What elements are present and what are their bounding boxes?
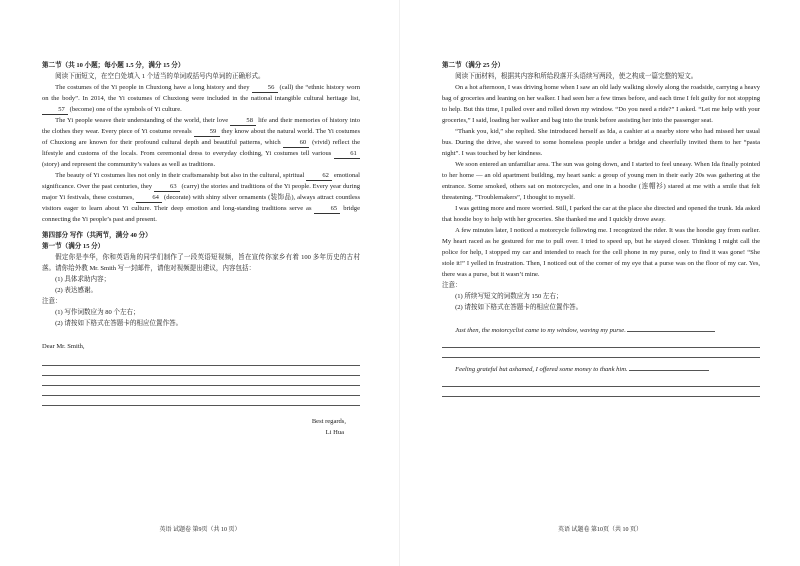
answer-line[interactable] <box>442 348 760 358</box>
blank-58[interactable]: 58 <box>230 116 256 126</box>
opening-text: Feeling grateful but ashamed, I offered some money to thank him. <box>455 366 628 373</box>
opening-text: Just then, the motorcyclist came to my window, waving my purse. <box>455 327 626 334</box>
text: life and their memories of history into the clothes they wear. Every piece of Yi costume reveals <box>42 117 360 135</box>
text: (vivid) reflect the lifestyle and customs of the locals. From ceremonial dress to everyday clothing, Yi costumes tell various <box>42 139 360 157</box>
signature: Li Hua <box>325 429 344 436</box>
answer-line[interactable] <box>629 370 709 371</box>
right-column <box>442 60 760 397</box>
paragraph-opening-1 <box>442 325 760 336</box>
blank-59[interactable]: 59 <box>194 127 220 137</box>
text: (story) and represent the community’s values as well as traditions. <box>42 161 216 168</box>
story-paragraph: We soon entered an unfamiliar area. The sun was going down, and I started to feel uneasy. When Ida finally pointed to her home — an old apartment building, my heart sank: a group of young men in their early 20s was gathering at the entrance. Some smoked, others sat on motorcycles, and one in a hoodie (连帽衫) stared at me with a smile that felt threatening. “Troublemakers”, I thought to myself. <box>442 161 760 201</box>
text: bridge connecting the Yi people’s past and present. <box>42 205 360 223</box>
story-paragraph: I was getting more and more worried. Still, I parked the car at the place she directed and opened the trunk. Ida asked that hoodie boy to help with her groceries. She thanked me and I quickly drove away. <box>442 205 760 223</box>
passage-paragraph-1 <box>42 82 360 115</box>
page-10 <box>400 0 800 566</box>
section-2-header: 第二节（共 10 小题；每小题 1.5 分，满分 15 分） <box>42 62 185 69</box>
writing-lines-2[interactable] <box>442 377 760 397</box>
note-label: 注意： <box>42 298 62 305</box>
continuation-instructions: 阅读下面材料，根据其内容和所给段落开头语续写两段，使之构成一篇完整的短文。 <box>455 73 698 80</box>
text: The Yi people weave their understanding of the world, their love <box>55 117 231 124</box>
blank-57[interactable]: 57 <box>42 105 68 115</box>
answer-line[interactable] <box>42 396 360 406</box>
page-footer: 英语 试题卷 第9页（共 10 页） <box>159 527 241 533</box>
note-1: (1) 所续写短文的词数应为 150 左右； <box>455 293 563 300</box>
note-1: (1) 写作词数应为 80 个左右； <box>55 309 140 316</box>
note-2: (2) 请按如下格式在答题卡的相应位置作答。 <box>55 320 183 327</box>
writing-lines[interactable] <box>42 356 360 406</box>
answer-line[interactable] <box>42 376 360 386</box>
email-salutation: Dear Mr. Smith, <box>42 343 85 350</box>
task-point-1: (1) 具体求助内容； <box>55 276 111 283</box>
text: (call) the “ethnic history worn on the body”. In 2014, the Yi costumes of Chuxiong were included in the national intangible cultural heritage list, <box>42 84 360 102</box>
story-paragraph: A few minutes later, I noticed a motorcycle following me. I recognized the rider. It was the hoodie guy from earlier. My heart raced as he gestured for me to pull over. I tried to speed up, but he stayed closer. Thinking I might call the police for help, I stopped my car and intended to reach for the cell phone in my purse, only to find it was gone! “She stole it!” I yelled in frustration. Then, I noticed out of the corner of my eye that a purse was on the floor of my car. Yes, there was a purse, but it wasn’t mine. <box>442 227 760 278</box>
section-2-instructions: 阅读下面短文，在空白处填入 1 个适当的单词或括号内单词的正确形式。 <box>55 73 265 80</box>
passage-paragraph-3 <box>42 170 360 225</box>
blank-65[interactable]: 65 <box>314 204 340 214</box>
writing-lines-1[interactable] <box>442 338 760 358</box>
answer-line[interactable] <box>442 387 760 397</box>
answer-line[interactable] <box>627 331 715 332</box>
text: (carry) the stories and traditions of the Yi people. Every year during major Yi festivals, these costumes, <box>42 183 360 201</box>
passage-paragraph-2 <box>42 115 360 170</box>
text: emotional significance. Over the past centuries, they <box>42 172 360 190</box>
text: The beauty of Yi costumes lies not only in their craftsmanship but also in the cultural, spiritual <box>55 172 307 179</box>
text: The costumes of the Yi people in Chuxiong have a long history and they <box>55 84 252 91</box>
answer-line[interactable] <box>442 377 760 387</box>
text: (decorate) with shiny silver ornaments (装饰品), always attract countless visitors eager to learn about Yi culture. Their deep emotion and long-standing traditions serve as <box>42 194 360 212</box>
note-2: (2) 请按如下格式在答题卡的相应位置作答。 <box>455 304 583 311</box>
answer-line[interactable] <box>442 338 760 348</box>
blank-60[interactable]: 60 <box>283 138 309 148</box>
task-point-2: (2) 表达感谢。 <box>55 287 98 294</box>
writing-task: 假定你是李华，你和英语角的同学们制作了一段英语短视频，旨在宣传你家乡有着 100 多年历史的古村落。请你给外教 Mr. Smith 写一封邮件，请他对视频提出建议，内容包括： <box>42 254 360 272</box>
section-1-header: 第一节（满分 15 分） <box>42 243 105 250</box>
answer-line[interactable] <box>42 356 360 366</box>
page-footer: 英语 试题卷 第10页（共 10 页） <box>557 527 642 533</box>
blank-56[interactable]: 56 <box>252 83 278 93</box>
part-4-header: 第四部分 写作（共两节，满分 40 分） <box>42 232 152 239</box>
story-paragraph: “Thank you, kid,” she replied. She introduced herself as Ida, a cashier at a nearby store who had missed her usual bus. During the drive, she waved to some homeless people under a bridge and cheerfully invited them to her “pasta night”. I was touched by her kindness. <box>442 128 760 157</box>
closing: Best regards, <box>311 418 346 425</box>
paragraph-opening-2 <box>442 364 760 375</box>
left-column <box>42 60 360 438</box>
blank-64[interactable]: 64 <box>136 193 162 203</box>
text: they know about the natural world. The Yi costumes of Chuxiong are known for their profound cultural depth and beautiful patterns, which <box>42 128 360 146</box>
answer-line[interactable] <box>42 366 360 376</box>
story-paragraph: On a hot afternoon, I was driving home when I saw an old lady walking slowly along the roadside, carrying a heavy bag of groceries and leaning on her walker. I had seen her a few times before, and each time I felt guilty for not stopping to help. But this time, I pulled over and rolled down my window. “Do you need a ride?” I asked. “Let me help with your groceries,” I said, loading her walker and bag into the trunk before assisting her into the passenger seat. <box>442 84 760 124</box>
blank-62[interactable]: 62 <box>306 171 332 181</box>
blank-63[interactable]: 63 <box>154 182 180 192</box>
answer-line[interactable] <box>42 386 360 396</box>
text: (become) one of the symbols of Yi culture. <box>68 106 182 113</box>
blank-61[interactable]: 61 <box>334 149 360 159</box>
section-2-header: 第二节（满分 25 分） <box>442 62 505 69</box>
note-label: 注意： <box>442 282 462 289</box>
